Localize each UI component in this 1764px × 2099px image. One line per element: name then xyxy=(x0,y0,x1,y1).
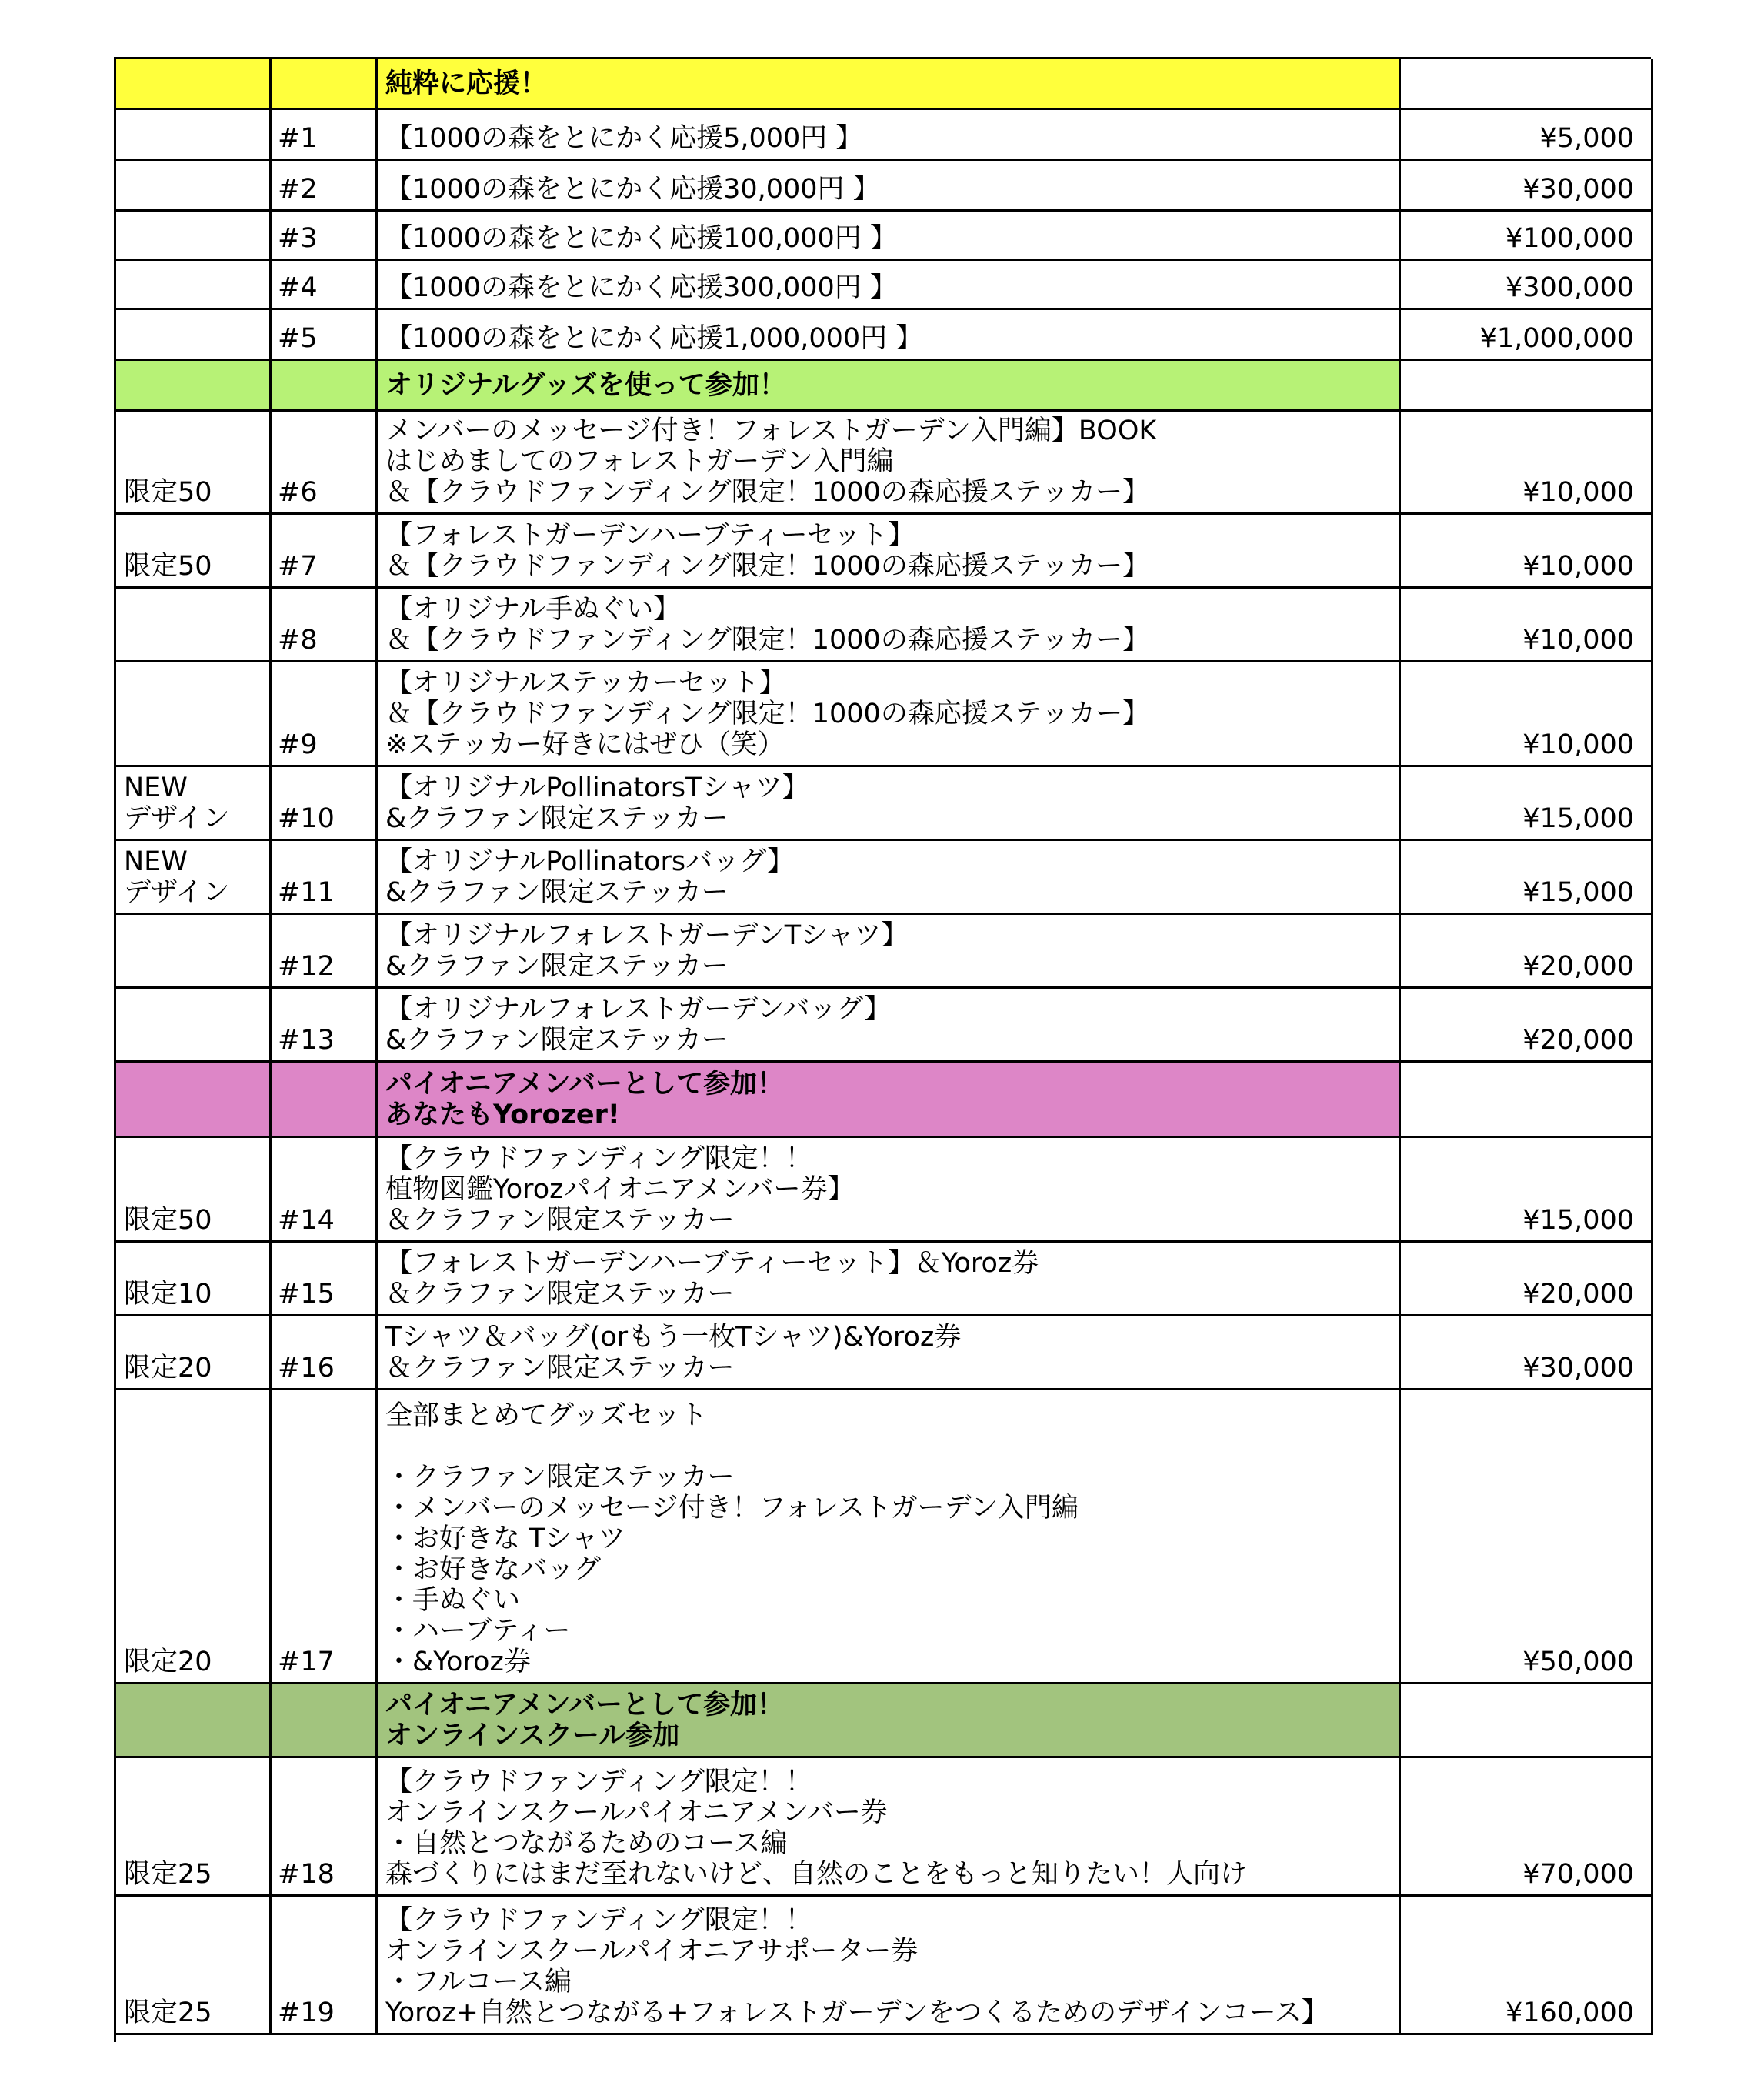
tier-label xyxy=(116,662,272,767)
reward-price: ¥15,000 xyxy=(1401,841,1653,915)
reward-number: #8 xyxy=(272,589,378,662)
section-price-cell xyxy=(1401,1684,1653,1758)
reward-price: ¥30,000 xyxy=(1401,1316,1653,1390)
reward-number: #6 xyxy=(272,412,378,515)
reward-price: ¥1,000,000 xyxy=(1401,310,1653,361)
reward-price: ¥15,000 xyxy=(1401,1138,1653,1243)
reward-price: ¥10,000 xyxy=(1401,515,1653,589)
reward-table xyxy=(114,57,1651,2042)
reward-description: 全部まとめてグッズセット ・クラファン限定ステッカー ・メンバーのメッセージ付き！フォレストガーデン入門編 ・お好きな Tシャツ ・お好きなバッグ ・手ぬぐい ・ハーブティー ・&Yoroz券 xyxy=(378,1390,1401,1684)
reward-description: Tシャツ＆バッグ(orもう一枚Tシャツ)&Yoroz券 ＆クラファン限定ステッカー xyxy=(378,1316,1401,1390)
tier-label xyxy=(116,915,272,989)
tier-label: 限定10 xyxy=(116,1243,272,1316)
reward-description: 【1000の森をとにかく応援1,000,000円 】 xyxy=(378,310,1401,361)
reward-number: #15 xyxy=(272,1243,378,1316)
reward-number xyxy=(272,59,378,110)
reward-number: #10 xyxy=(272,767,378,841)
reward-description: 【1000の森をとにかく応援300,000円 】 xyxy=(378,261,1401,310)
reward-price: ¥10,000 xyxy=(1401,662,1653,767)
section-title: パイオニアメンバーとして参加！ オンラインスクール参加 xyxy=(378,1684,1401,1758)
reward-number: #11 xyxy=(272,841,378,915)
reward-price: ¥300,000 xyxy=(1401,261,1653,310)
reward-price: ¥160,000 xyxy=(1401,1897,1653,2035)
reward-description: 【オリジナルフォレストガーデンバッグ】 &クラファン限定ステッカー xyxy=(378,989,1401,1063)
reward-description: 【オリジナル手ぬぐい】 ＆【クラウドファンディング限定！1000の森応援ステッカー】 xyxy=(378,589,1401,662)
tier-label: 限定50 xyxy=(116,412,272,515)
tier-label xyxy=(116,212,272,261)
tier-label xyxy=(116,1684,272,1758)
reward-description: 【クラウドファンディング限定！！ オンラインスクールパイオニアサポーター券 ・フルコース編 Yoroz+自然とつながる+フォレストガーデンをつくるためのデザインコース】 xyxy=(378,1897,1401,2035)
tier-label xyxy=(116,1063,272,1138)
reward-number: #17 xyxy=(272,1390,378,1684)
tier-label xyxy=(116,989,272,1063)
reward-number: #9 xyxy=(272,662,378,767)
reward-description: 【クラウドファンディング限定！！ 植物図鑑Yorozパイオニアメンバー券】 ＆クラファン限定ステッカー xyxy=(378,1138,1401,1243)
reward-description: 【オリジナルフォレストガーデンTシャツ】 &クラファン限定ステッカー xyxy=(378,915,1401,989)
reward-description: 【1000の森をとにかく応援100,000円 】 xyxy=(378,212,1401,261)
section-price-cell xyxy=(1401,59,1653,110)
reward-price: ¥20,000 xyxy=(1401,989,1653,1063)
reward-description: メンバーのメッセージ付き！フォレストガーデン入門編】BOOK はじめましてのフォレストガーデン入門編 ＆【クラウドファンディング限定！1000の森応援ステッカー】 xyxy=(378,412,1401,515)
reward-description: 【クラウドファンディング限定！！ オンラインスクールパイオニアメンバー券 ・自然とつながるためのコース編 森づくりにはまだ至れないけど、自然のことをもっと知りたい！人向け xyxy=(378,1758,1401,1897)
tier-label: NEW デザイン xyxy=(116,841,272,915)
reward-price: ¥70,000 xyxy=(1401,1758,1653,1897)
tier-label: NEW デザイン xyxy=(116,767,272,841)
reward-price: ¥20,000 xyxy=(1401,915,1653,989)
reward-price: ¥30,000 xyxy=(1401,161,1653,212)
reward-price: ¥100,000 xyxy=(1401,212,1653,261)
reward-price: ¥50,000 xyxy=(1401,1390,1653,1684)
reward-number: #14 xyxy=(272,1138,378,1243)
reward-number: #7 xyxy=(272,515,378,589)
tier-label: 限定20 xyxy=(116,1390,272,1684)
tier-label xyxy=(116,261,272,310)
reward-number xyxy=(272,1063,378,1138)
section-price-cell xyxy=(1401,1063,1653,1138)
tier-label xyxy=(116,59,272,110)
reward-number: #12 xyxy=(272,915,378,989)
reward-number: #4 xyxy=(272,261,378,310)
reward-number: #18 xyxy=(272,1758,378,1897)
reward-number xyxy=(272,361,378,412)
section-title: オリジナルグッズを使って参加！ xyxy=(378,361,1401,412)
reward-number: #13 xyxy=(272,989,378,1063)
reward-number: #3 xyxy=(272,212,378,261)
tier-label xyxy=(116,110,272,161)
reward-description: 【オリジナルステッカーセット】 ＆【クラウドファンディング限定！1000の森応援ステッカー】 ※ステッカー好きにはぜひ（笑） xyxy=(378,662,1401,767)
tier-label: 限定50 xyxy=(116,1138,272,1243)
section-title: パイオニアメンバーとして参加！ あなたもYorozer! xyxy=(378,1063,1401,1138)
tier-label: 限定50 xyxy=(116,515,272,589)
tier-label xyxy=(116,310,272,361)
section-price-cell xyxy=(1401,361,1653,412)
tier-label xyxy=(116,589,272,662)
reward-description: 【フォレストガーデンハーブティーセット】＆Yoroz券 ＆クラファン限定ステッカー xyxy=(378,1243,1401,1316)
reward-price: ¥10,000 xyxy=(1401,589,1653,662)
reward-number: #19 xyxy=(272,1897,378,2035)
tier-label xyxy=(116,361,272,412)
tier-label: 限定25 xyxy=(116,1897,272,2035)
reward-number xyxy=(272,1684,378,1758)
reward-description: 【フォレストガーデンハーブティーセット】 ＆【クラウドファンディング限定！1000の森応援ステッカー】 xyxy=(378,515,1401,589)
reward-number: #5 xyxy=(272,310,378,361)
reward-number: #2 xyxy=(272,161,378,212)
tier-label xyxy=(116,161,272,212)
reward-price: ¥10,000 xyxy=(1401,412,1653,515)
reward-price: ¥5,000 xyxy=(1401,110,1653,161)
section-title: 純粋に応援！ xyxy=(378,59,1401,110)
reward-description: 【1000の森をとにかく応援30,000円 】 xyxy=(378,161,1401,212)
reward-number: #16 xyxy=(272,1316,378,1390)
reward-price: ¥20,000 xyxy=(1401,1243,1653,1316)
reward-description: 【オリジナルPollinatorsTシャツ】 &クラファン限定ステッカー xyxy=(378,767,1401,841)
tier-label: 限定20 xyxy=(116,1316,272,1390)
reward-description: 【1000の森をとにかく応援5,000円 】 xyxy=(378,110,1401,161)
reward-description: 【オリジナルPollinatorsバッグ】 &クラファン限定ステッカー xyxy=(378,841,1401,915)
reward-number: #1 xyxy=(272,110,378,161)
reward-price: ¥15,000 xyxy=(1401,767,1653,841)
tier-label: 限定25 xyxy=(116,1758,272,1897)
